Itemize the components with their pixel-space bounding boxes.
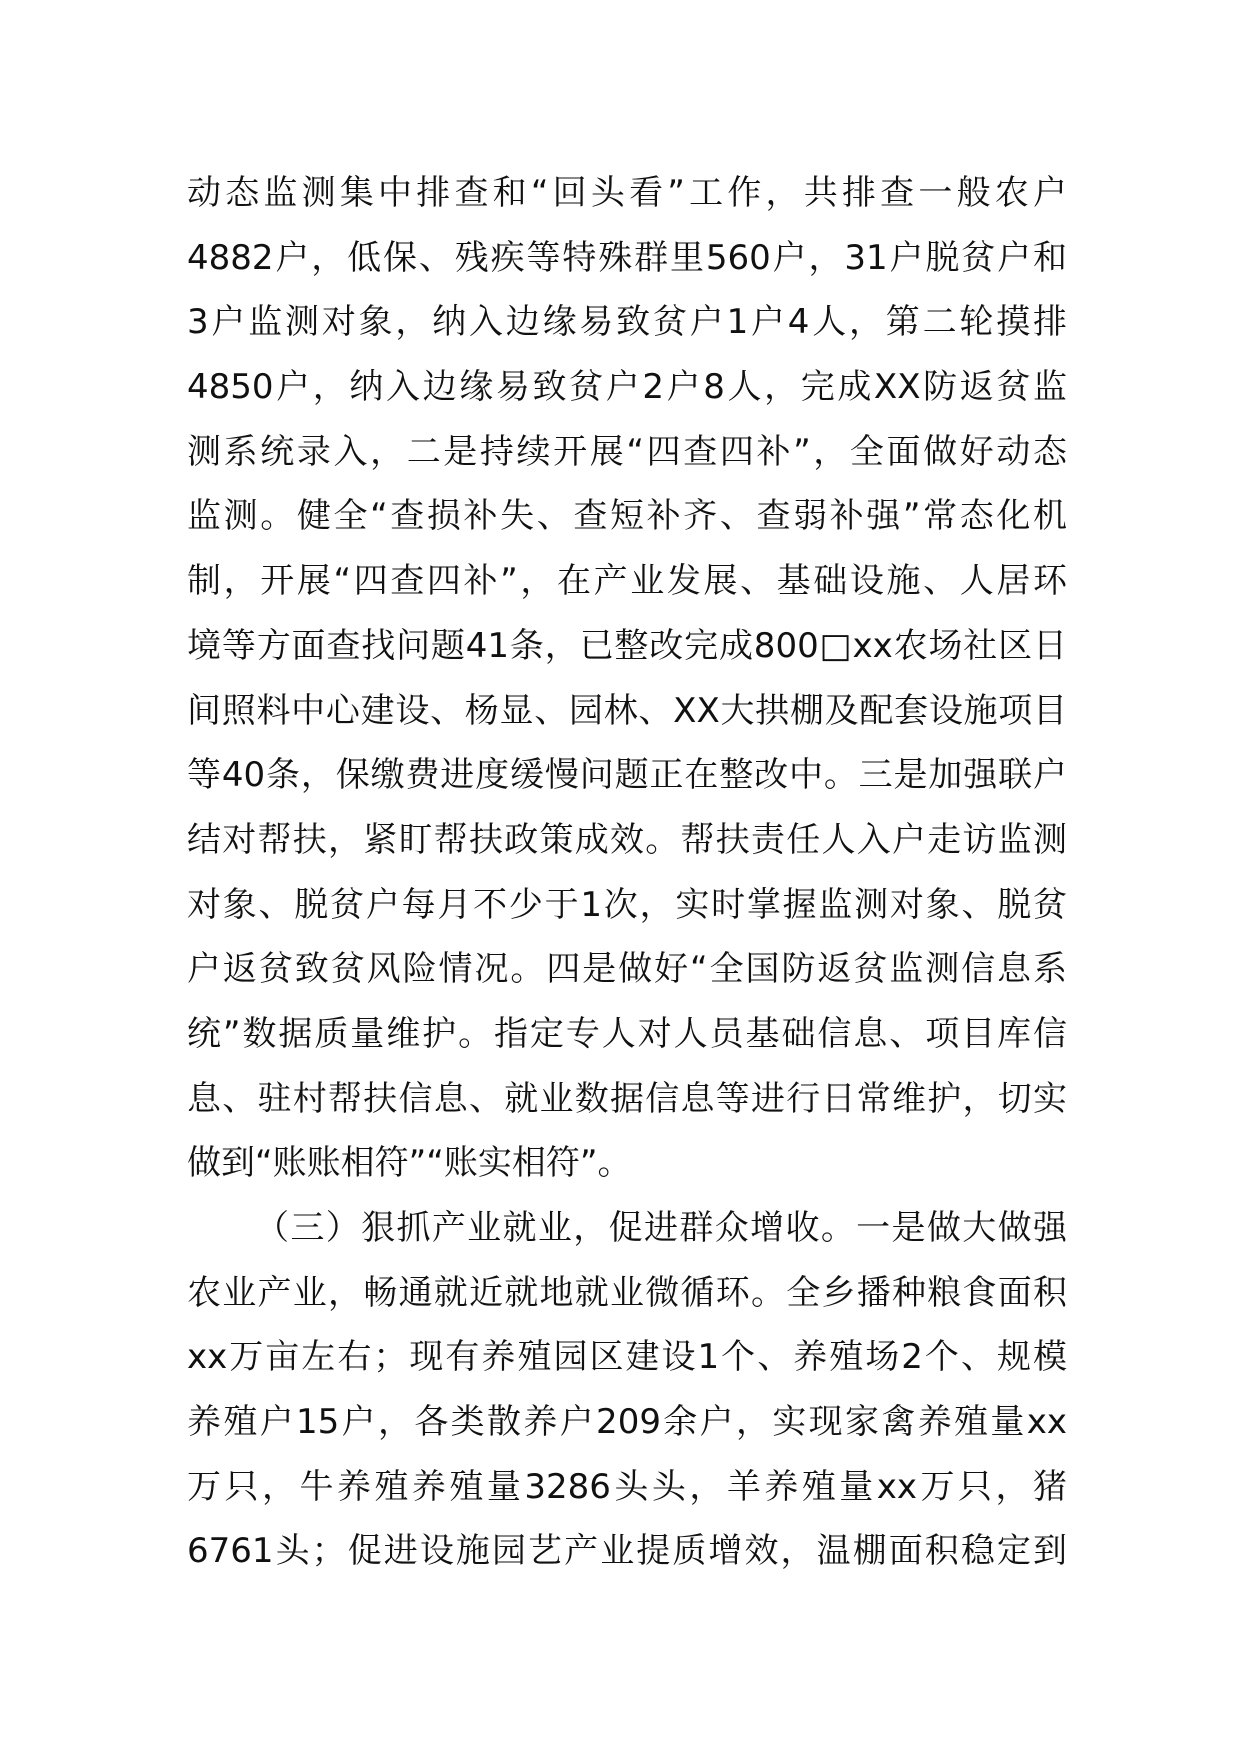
text-line: 对象、脱贫户每月不少于1次，实时掌握监测对象、脱贫: [187, 884, 1067, 925]
text-line: 动态监测集中排查和“回头看”工作，共排查一般农户: [187, 173, 1067, 213]
text-line: 户返贫致贫风险情况。四是做好“全国防返贫监测信息系: [187, 949, 1067, 990]
text-line: 监测。健全“查损补失、查短补齐、查弱补强”常态化机: [187, 496, 1067, 537]
text-line: xx万亩左右；现有养殖园区建设1个、养殖场2个、规模: [187, 1337, 1067, 1378]
section-heading-line: （三）狠抓产业就业，促进群众增收。一是做大做强: [255, 1208, 1067, 1248]
text-line: 做到“账账相符”“账实相符”。: [187, 1143, 632, 1184]
text-line: 制，开展“四查四补”，在产业发展、基础设施、人居环: [187, 561, 1067, 602]
text-line: 等40条，保缴费进度缓慢问题正在整改中。三是加强联户: [187, 755, 1067, 796]
text-line: 4850户，纳入边缘易致贫户2户8人，完成XX防返贫监: [187, 367, 1067, 408]
text-line: 万只，牛养殖养殖量3286头头，羊养殖量xx万只，猪: [187, 1466, 1067, 1507]
text-line: 间照料中心建设、杨显、园林、XX大拱棚及配套设施项目: [187, 690, 1067, 731]
text-line: 4882户，低保、残疾等特殊群里560户，31户脱贫户和: [187, 237, 1067, 278]
text-line: 统”数据质量维护。指定专人对人员基础信息、项目库信: [187, 1013, 1067, 1054]
text-line: 结对帮扶，紧盯帮扶政策成效。帮扶责任人入户走访监测: [187, 819, 1067, 860]
text-line: 3户监测对象，纳入边缘易致贫户1户4人，第二轮摸排: [187, 302, 1067, 343]
text-line: 测系统录入，二是持续开展“四查四补”，全面做好动态: [187, 431, 1067, 472]
text-line: 息、驻村帮扶信息、就业数据信息等进行日常维护，切实: [187, 1078, 1067, 1119]
text-line: 境等方面查找问题41条，已整改完成800□xx农场社区日: [187, 625, 1067, 666]
text-line: 6761头；促进设施园艺产业提质增效，温棚面积稳定到: [187, 1531, 1067, 1572]
text-line: 养殖户15户，各类散养户209余户，实现家禽养殖量xx: [187, 1402, 1067, 1443]
text-line: 农业产业，畅通就近就地就业微循环。全乡播种粮食面积: [187, 1272, 1067, 1313]
body-text: [187, 161, 1067, 1584]
